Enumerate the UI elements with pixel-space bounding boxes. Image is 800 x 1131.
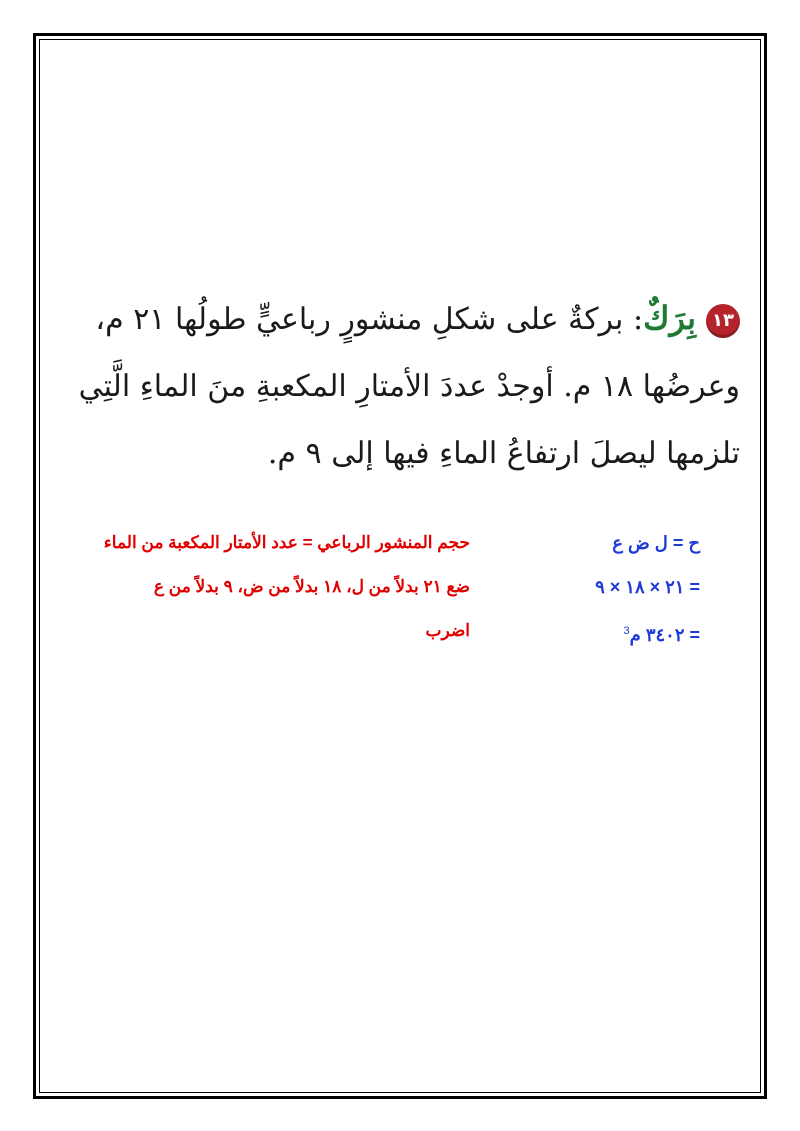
problem-number-badge: ١٣ — [706, 304, 740, 338]
note-step-1: حجم المنشور الرباعي = عدد الأمتار المكعبة من الماء — [103, 533, 470, 552]
problem-text-line-3: تلزمها ليصلَ ارتفاعُ الماءِ فيها إلى ٩ م. — [267, 436, 740, 471]
problem-statement — [78, 285, 740, 487]
cubic-exponent: 3 — [623, 625, 630, 637]
math-step-3-value: = ٣٤٠٢ م — [629, 625, 700, 645]
note-step-3: اضرب — [425, 621, 470, 640]
problem-text-line-2: وعرضُها ١٨ م. أوجدْ عددَ الأمتارِ المكعبةِ منَ الماءِ الَّتِي — [78, 369, 740, 404]
solution-math-column — [480, 528, 700, 660]
math-step-2: = ٢١ × ١٨ × ٩ — [595, 577, 700, 597]
problem-line-1 — [95, 285, 740, 353]
problem-keyword: بِرَكٌ — [643, 299, 696, 337]
problem-text-line-1: بركةٌ على شكلِ منشورٍ رباعيٍّ طولُها ٢١ م، — [95, 302, 624, 337]
math-step-3 — [480, 616, 700, 660]
problem-colon: : — [623, 302, 644, 337]
solution-notes-column — [50, 528, 470, 660]
note-step-2: ضع ٢١ بدلاً من ل، ١٨ بدلاً من ض، ٩ بدلاً من ع — [153, 577, 470, 596]
math-step-1: ح = ل ض ع — [612, 533, 700, 553]
